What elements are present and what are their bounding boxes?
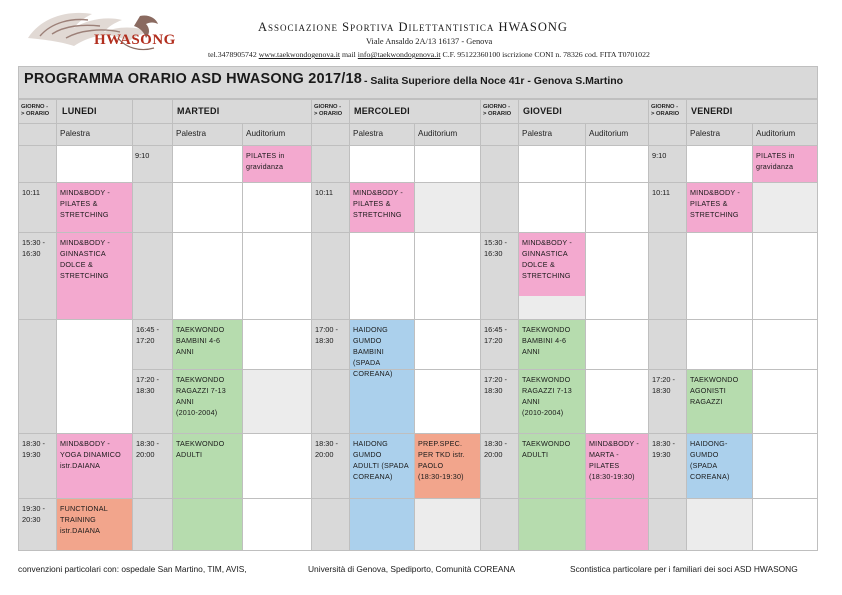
giorno-orario-label: GIORNO - > ORARIO <box>314 104 343 117</box>
room-header-auditorium: Auditorium <box>756 129 796 138</box>
activity-label: TAEKWONDO ADULTI <box>176 439 225 459</box>
room-header-auditorium: Auditorium <box>418 129 458 138</box>
logo-text: HWASONG <box>94 32 176 48</box>
activity-label: TAEKWONDO RAGAZZI 7-13 ANNI (2010-2004) <box>522 375 572 417</box>
time-column-mer <box>311 145 349 550</box>
time-slot: 17:20 - 18:30 <box>136 375 160 395</box>
activity-label: TAEKWONDO BAMBINI 4-6 ANNI <box>176 325 225 356</box>
association-contacts <box>208 50 650 59</box>
time-slot: 18:30 - 20:00 <box>484 439 508 459</box>
empty-cell <box>242 369 311 433</box>
time-slot: 17:20 - 18:30 <box>652 375 676 395</box>
room-header-palestra: Palestra <box>176 129 207 138</box>
program-title: PROGRAMMA ORARIO ASD HWASONG 2017/18 <box>24 71 363 87</box>
day-header-lunedi: LUNEDI <box>62 106 97 116</box>
room-header-palestra: Palestra <box>60 129 91 138</box>
activity-label: PREP.SPEC. PER TKD istr. PAOLO (18:30-19:30) <box>418 439 465 481</box>
activity-label: MIND&BODY - PILATES & STRETCHING <box>60 188 110 219</box>
time-slot: 18:30 - 19:30 <box>22 439 46 459</box>
room-header-auditorium: Auditorium <box>589 129 629 138</box>
activity-label: TAEKWONDO AGONISTI RAGAZZI <box>690 375 739 406</box>
association-title: Associazione Sportiva Dilettantistica HWASONG <box>258 20 568 34</box>
time-slot: 17:00 - 18:30 <box>315 325 339 345</box>
time-slot: 15:30 - 16:30 <box>484 238 508 258</box>
association-address: Viale Ansaldo 2A/13 16137 - Genova <box>366 37 493 46</box>
activity-label: MIND&BODY - PILATES & STRETCHING <box>690 188 740 219</box>
activity-label: PILATES in gravidanza <box>246 151 285 171</box>
time-slot: 18:30 - 19:30 <box>652 439 676 459</box>
activity-label: MIND&BODY - PILATES & STRETCHING <box>353 188 403 219</box>
activity-label: MIND&BODY - GINNASTICA DOLCE & STRETCHING <box>522 238 572 280</box>
empty-cell <box>686 498 752 550</box>
day-header-martedi: MARTEDI <box>177 106 220 116</box>
activity-label: MIND&BODY - GINNASTICA DOLCE & STRETCHING <box>60 238 110 280</box>
day-header-venerdi: VENERDI <box>691 106 733 116</box>
footer-partners: Università di Genova, Spediporto, Comunità COREANA <box>308 564 516 574</box>
website-link[interactable]: www.taekwondogenova.it <box>258 50 341 59</box>
room-header-auditorium: Auditorium <box>246 129 286 138</box>
room-header-palestra: Palestra <box>353 129 384 138</box>
time-slot: 10:11 <box>22 188 40 197</box>
giorno-orario-label: GIORNO - > ORARIO <box>21 104 50 117</box>
time-slot: 15:30 - 16:30 <box>22 238 46 258</box>
activity-label: HAIDONG GUMDO ADULTI (SPADA COREANA) <box>353 439 409 481</box>
time-slot: 17:20 - 18:30 <box>484 375 508 395</box>
time-column-ven <box>648 145 686 550</box>
time-slot: 16:45 - 17:20 <box>484 325 508 345</box>
phone-number: tel.3478905742 <box>208 50 257 59</box>
room-header-palestra: Palestra <box>690 129 721 138</box>
room-header-palestra: Palestra <box>522 129 553 138</box>
time-slot: 9:10 <box>135 151 150 160</box>
activity-label: TAEKWONDO RAGAZZI 7-13 ANNI (2010-2004) <box>176 375 226 417</box>
empty-cell <box>752 182 818 232</box>
time-slot: 19:30 - 20:30 <box>22 504 46 524</box>
giorno-orario-label: GIORNO - > ORARIO <box>483 104 512 117</box>
time-slot: 18:30 - 20:00 <box>315 439 339 459</box>
program-subtitle: - Salita Superiore della Noce 41r - Genova S.Martino <box>364 75 624 87</box>
footer-conventions: convenzioni particolari con: ospedale San Martino, TIM, AVIS, <box>18 564 247 574</box>
giorno-orario-label: GIORNO - > ORARIO <box>651 104 680 117</box>
mail-label: mail <box>341 50 356 59</box>
time-column-mar <box>132 145 172 550</box>
activity-label: TAEKWONDO ADULTI <box>522 439 571 459</box>
time-slot: 16:45 - 17:20 <box>136 325 160 345</box>
empty-cell <box>414 182 480 232</box>
registration-codes: C.F. 95122360100 iscrizione CONI n. 78326 cod. FITA T0701022 <box>442 50 650 59</box>
activity-label: HAIDONG GUMDO BAMBINI (SPADA COREANA) <box>353 325 393 378</box>
activity-label: TAEKWONDO BAMBINI 4-6 ANNI <box>522 325 571 356</box>
email-link[interactable]: info@taekwondogenova.it <box>357 50 441 59</box>
activity-label: MIND&BODY - MARTA - PILATES (18:30-19:30) <box>589 439 639 481</box>
day-header-mercoledi: MERCOLEDI <box>354 106 410 116</box>
empty-cell <box>414 498 480 550</box>
day-header-giovedi: GIOVEDI <box>523 106 562 116</box>
time-slot: 10:11 <box>315 188 333 197</box>
activity-label: FUNCTIONAL TRAINING istr.DAIANA <box>60 504 108 535</box>
footer-discount: Scontistica particolare per i familiari dei soci ASD HWASONG <box>570 564 798 574</box>
time-slot: 9:10 <box>652 151 667 160</box>
time-column-gio <box>480 145 518 550</box>
empty-cell <box>518 296 585 320</box>
activity-label: PILATES in gravidanza <box>756 151 795 171</box>
activity-label: HAIDONG- GUMDO (SPADA COREANA) <box>690 439 730 481</box>
time-slot: 18:30 - 20:00 <box>136 439 160 459</box>
time-column-lun <box>18 145 56 550</box>
hwasong-logo <box>22 8 174 60</box>
activity-label: MIND&BODY - YOGA DINAMICO istr.DAIANA <box>60 439 121 470</box>
time-slot: 10:11 <box>652 188 670 197</box>
